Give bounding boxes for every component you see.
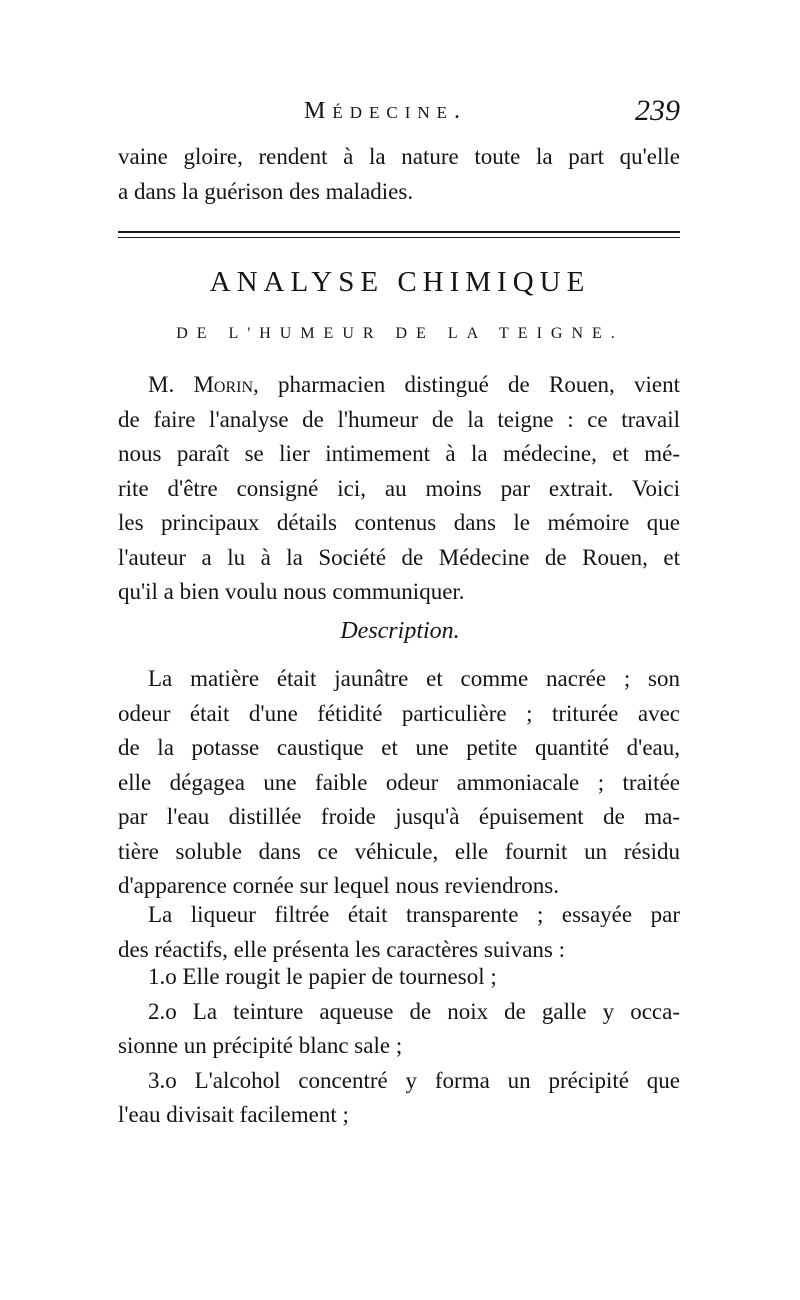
- page-number: 239: [635, 94, 680, 127]
- paragraph-2: [118, 662, 680, 904]
- text-line: odeur était d'une fétidité particulière ; triturée avec: [118, 700, 680, 726]
- article-subtitle: DE L'HUMEUR DE LA TEIGNE.: [176, 325, 624, 342]
- numbered-list: [118, 960, 680, 1133]
- running-title: Médecine.: [304, 98, 468, 124]
- text-line: qu'il a bien voulu nous communiquer.: [118, 579, 465, 604]
- text-line: vaine gloire, rendent à la nature toute la part qu'elle: [118, 144, 680, 169]
- text-line: [118, 368, 680, 403]
- list-number: 3.o: [148, 1067, 177, 1093]
- text-line: nous paraît se lier intimement à la médecine, et mé-: [118, 441, 680, 466]
- article-title: ANALYSE CHIMIQUE: [209, 266, 591, 298]
- text-line: les principaux détails contenus dans le mémoire que: [118, 510, 680, 535]
- text-line: tière soluble dans ce véhicule, elle fournit un résidu: [118, 838, 680, 864]
- text-line: La matière était jaunâtre et comme nacrée ; son: [148, 666, 680, 691]
- list-text: Elle rougit le papier de tournesol ;: [182, 964, 497, 989]
- text-line: sionne un précipité blanc sale ;: [118, 1033, 403, 1058]
- text-line: d'apparence cornée sur lequel nous reviendrons.: [118, 873, 559, 898]
- paragraph-1: [118, 368, 680, 610]
- list-item: [118, 1064, 680, 1099]
- text-line: La liqueur filtrée était transparente ; essayée par: [148, 902, 680, 927]
- text-line: de la potasse caustique et une petite quantité d'eau,: [118, 735, 680, 760]
- intro-text: [118, 140, 680, 209]
- text-line: par l'eau distillée froide jusqu'à épuisement de ma-: [118, 804, 680, 829]
- section-divider: [118, 231, 680, 243]
- text-fragment: M.: [148, 372, 194, 397]
- text-line: rite d'être consigné ici, au moins par extrait. Voici: [118, 475, 680, 501]
- author-name: Morin: [193, 372, 253, 397]
- text-line: elle dégagea une faible odeur ammoniacale ; traitée: [118, 769, 680, 795]
- list-text: L'alcohol concentré y forma un précipité que: [194, 1067, 680, 1093]
- text-fragment: , pharmacien distingué de Rouen, vient: [253, 372, 680, 397]
- text-line: des réactifs, elle présenta les caractères suivans :: [118, 936, 566, 962]
- divider-rule: [118, 237, 680, 238]
- list-text: La teinture aqueuse de noix de galle y occa-: [192, 998, 680, 1024]
- text-line: l'auteur a lu à la Société de Médecine de Rouen, et: [118, 544, 680, 570]
- list-number: 2.o: [148, 998, 177, 1024]
- text-line: de faire l'analyse de l'humeur de la teigne : ce travail: [118, 406, 680, 432]
- section-heading: Description.: [340, 618, 460, 644]
- page-header: [118, 94, 680, 138]
- paragraph-3: [118, 898, 680, 967]
- divider-rule: [118, 231, 680, 233]
- list-item: [118, 960, 680, 995]
- list-number: 1.o: [148, 964, 177, 989]
- text-line: a dans la guérison des maladies.: [118, 178, 414, 204]
- text-line: l'eau divisait facilement ;: [118, 1102, 349, 1127]
- list-item: [118, 995, 680, 1030]
